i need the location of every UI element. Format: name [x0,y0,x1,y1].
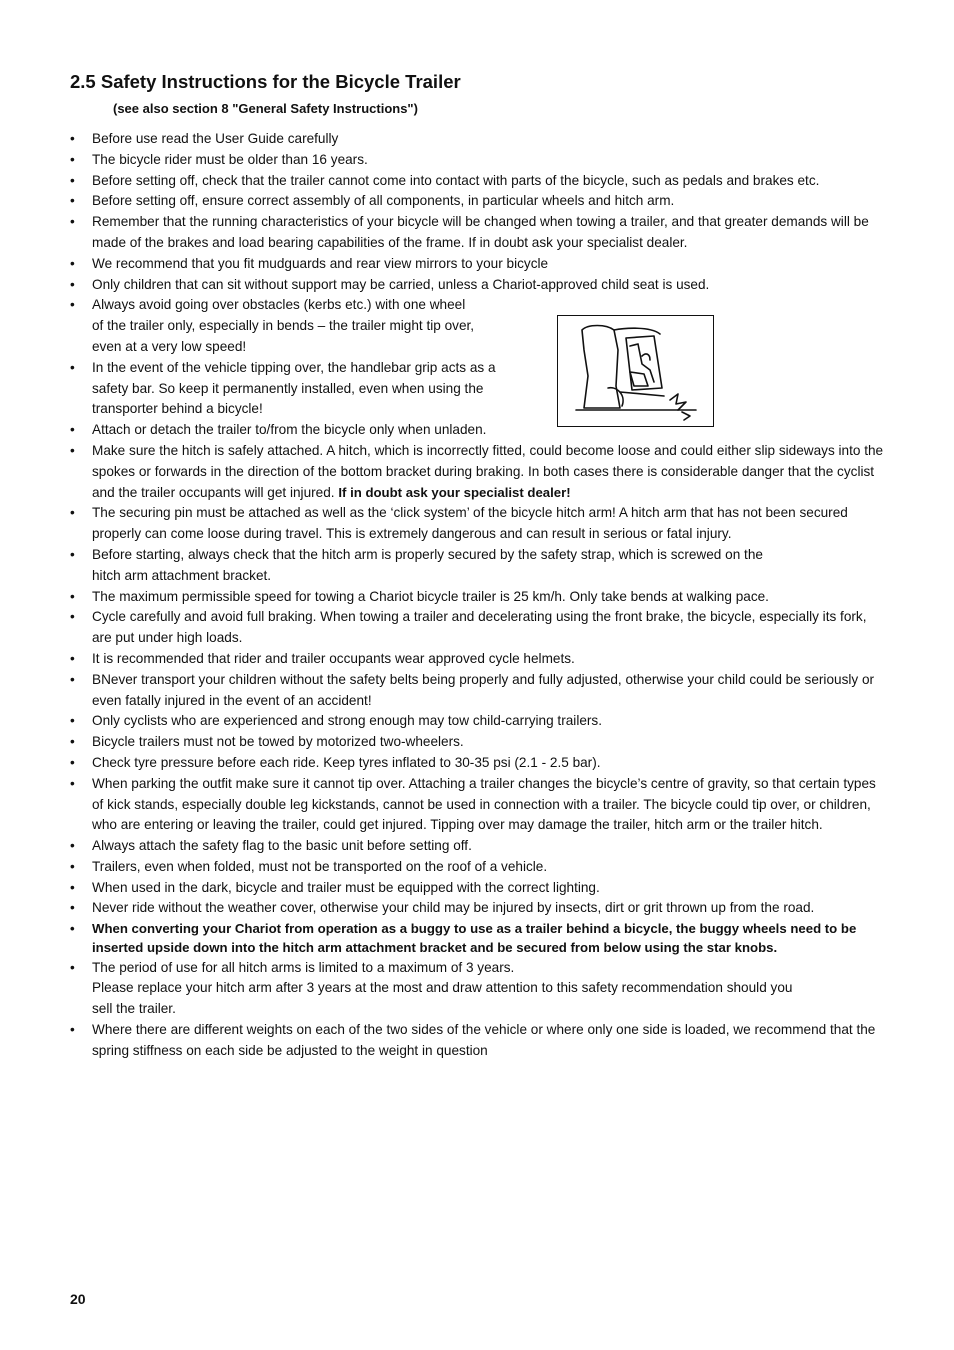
list-item [70,275,888,296]
list-item-text: transporter behind a bicycle! [92,401,263,417]
bullet-icon: • [70,276,75,292]
list-item-text: Never ride without the weather cover, otherwise your child may be injured by insects, dirt or grit thrown up from the road. [92,900,815,916]
bullet-icon: • [70,255,75,271]
list-item-text: Only children that can sit without support may be carried, unless a Chariot-approved child seat is used. [92,276,710,292]
list-item [70,958,888,1020]
list-item [70,898,888,919]
tipped-trailer-illustration [557,315,714,427]
list-item-text: Cycle carefully and avoid full braking. When towing a trailer and decelerating using the front brake, the bicycle, especially its fork, are put under high loads. [92,609,867,646]
tipped-trailer-icon [558,316,713,426]
bullet-icon: • [70,775,75,791]
bullet-icon: • [70,442,75,458]
bullet-icon: • [70,546,75,562]
list-item-text: Make sure the hitch is safely attached. A hitch, which is incorrectly fitted, could become loose and could either slip sideways into the spokes or forwards in the direction of the bottom bracket during braking. In both cases there is considerable danger that the cyclist and the trailer occupants will get injured. [92,442,884,500]
list-item-text: even at a very low speed! [92,338,247,354]
bullet-icon: • [70,193,75,209]
list-item-emphasis: If in doubt ask your specialist dealer! [338,484,571,500]
safety-instructions-list [70,129,888,1062]
list-item-text: The securing pin must be attached as well as the ‘click system’ of the bicycle hitch arm! A hitch arm that has not been secured properly can come loose during travel. This is extremely dangerous and can result in serious or fatal injury. [92,505,848,542]
list-item [70,129,888,150]
list-item-text: of the trailer only, especially in bends – the trailer might tip over, [92,318,475,334]
list-item-text: The maximum permissible speed for towing a Chariot bicycle trailer is 25 km/h. Only take bends at walking pace. [92,588,769,604]
list-item-text: Trailers, even when folded, must not be transported on the roof of a vehicle. [92,858,548,874]
list-item [70,919,888,957]
list-item [70,753,888,774]
list-item [70,607,888,649]
list-item-text: Only cyclists who are experienced and strong enough may tow child-carrying trailers. [92,713,602,729]
list-item [70,441,888,503]
bullet-icon: • [70,505,75,521]
list-item [70,171,888,192]
list-item-text: Remember that the running characteristics of your bicycle will be changed when towing a trailer, and that greater demands will be made of the brakes and load bearing capabilities of the frame. If in doubt ask your specialist dealer. [92,214,869,250]
list-item-text: When used in the dark, bicycle and trailer must be equipped with the correct lighting. [92,879,600,895]
list-item [70,420,888,441]
list-item-text: In the event of the vehicle tipping over, the handlebar grip acts as a [92,359,496,375]
bullet-icon: • [70,921,75,937]
list-item [70,503,888,545]
list-item-text: The period of use for all hitch arms is limited to a maximum of 3 years. [92,959,515,975]
page-number: 20 [70,1291,86,1307]
bullet-icon: • [70,214,75,230]
list-item [70,1020,888,1062]
list-item-text: It is recommended that rider and trailer occupants wear approved cycle helmets. [92,650,575,666]
list-item-text: safety bar. So keep it permanently installed, even when using the [92,380,484,396]
bullet-icon: • [70,359,75,375]
list-item [70,711,888,732]
list-item-text: Attach or detach the trailer to/from the bicycle only when unladen. [92,422,487,438]
bullet-icon: • [70,172,75,188]
bullet-icon: • [70,609,75,625]
bullet-icon: • [70,131,75,146]
list-item-text: Always avoid going over obstacles (kerbs etc.) with one wheel [92,297,466,313]
list-item-text: The bicycle rider must be older than 16 years. [92,151,368,167]
list-item-text: Before setting off, check that the trailer cannot come into contact with parts of the bicycle, such as pedals and brakes etc. [92,172,820,188]
list-item-text: Check tyre pressure before each ride. Keep tyres inflated to 30-35 psi (2.1 - 2.5 bar). [92,754,601,770]
list-item-text: Please replace your hitch arm after 3 years at the most and draw attention to this safety recommendation should you [92,980,793,996]
list-item [70,774,888,836]
bullet-icon: • [70,1022,75,1038]
list-item [70,212,888,254]
list-item-text: Before use read the User Guide carefully [92,131,339,146]
list-item-text: Where there are different weights on each of the two sides of the vehicle or where only one side is loaded, we recommend that the spring stiffness on each side be adjusted to the weight in question [92,1022,876,1058]
bullet-icon: • [70,879,75,895]
list-item [70,649,888,670]
bullet-icon: • [70,959,75,975]
list-item-text: hitch arm attachment bracket. [92,567,272,583]
bullet-icon: • [70,858,75,874]
page-subtitle: (see also section 8 "General Safety Instructions") [113,101,418,116]
bullet-icon: • [70,713,75,729]
list-item-text: When converting your Chariot from operation as a buggy to use as a trailer behind a bicycle, the buggy wheels need to be inserted upside down into the hitch arm attachment bracket and be secured from below using the star knobs. [92,921,857,956]
list-item [70,732,888,753]
bullet-icon: • [70,151,75,167]
list-item-text: Before setting off, ensure correct assembly of all components, in particular wheels and hitch arm. [92,193,675,209]
list-item-text: Before starting, always check that the hitch arm is properly secured by the safety strap, which is screwed on the [92,546,763,562]
list-item [70,545,888,587]
list-item-text: BNever transport your children without the safety belts being properly and fully adjusted, otherwise your child could be seriously or even fatally injured in the event of an accident! [92,671,875,708]
list-item [70,587,888,608]
list-item [70,150,888,171]
bullet-icon: • [70,900,75,916]
list-item-text: sell the trailer. [92,1001,176,1017]
page-title: 2.5 Safety Instructions for the Bicycle Trailer [70,71,461,92]
list-item-text: When parking the outfit make sure it cannot tip over. Attaching a trailer changes the bicycle’s centre of gravity, so that certain types of kick stands, especially double leg kickstands, cannot be used in connection with a trailer. The bicycle could tip over, or children, who are entering or leaving the trailer, could get injured. Tipping over may damage the trailer, hitch arm or the trailer hitch. [92,775,876,833]
list-item [70,857,888,878]
bullet-icon: • [70,671,75,687]
list-item-text: We recommend that you fit mudguards and rear view mirrors to your bicycle [92,255,549,271]
bullet-icon: • [70,838,75,854]
list-item [70,358,528,420]
list-item [70,878,888,899]
bullet-icon: • [70,588,75,604]
bullet-icon: • [70,297,75,313]
bullet-icon: • [70,422,75,438]
list-item [70,191,888,212]
bullet-icon: • [70,754,75,770]
list-item-text: Always attach the safety flag to the basic unit before setting off. [92,838,472,854]
list-item [70,836,888,857]
list-item [70,295,528,357]
bullet-icon: • [70,650,75,666]
list-item [70,670,888,712]
list-item-text: Bicycle trailers must not be towed by motorized two-wheelers. [92,734,464,750]
bullet-icon: • [70,734,75,750]
list-item [70,254,888,275]
